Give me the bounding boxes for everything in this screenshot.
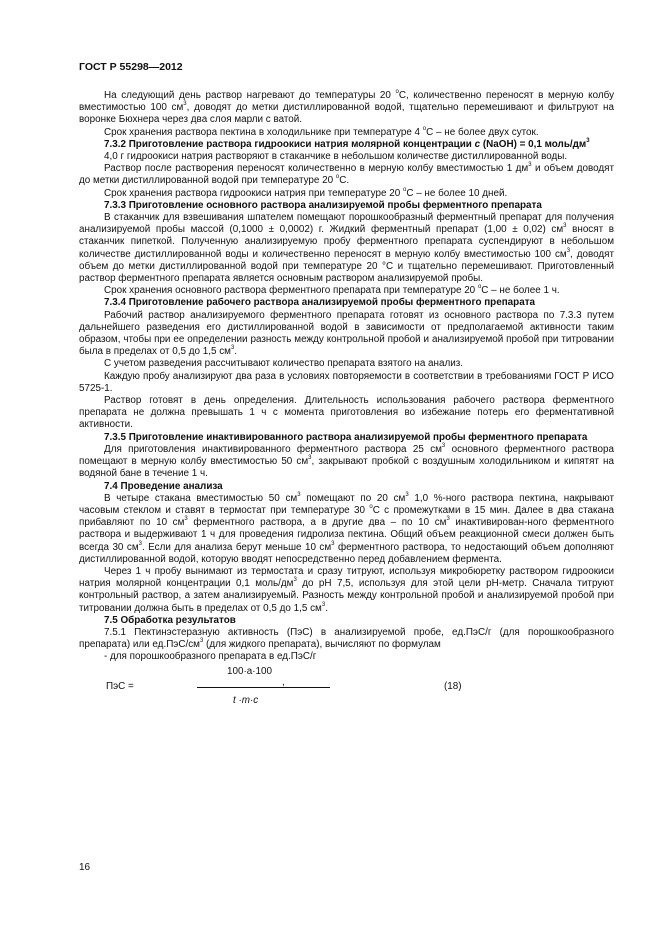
- section-heading-7-3-3: 7.3.3 Приготовление основного раствора анализируемой пробы ферментного препарата: [104, 199, 542, 211]
- paragraph: Каждую пробу анализируют два раза в условиях повторяемости в соответствии в требованиями ГОСТ Р ИСО 5725-1.: [79, 370, 614, 394]
- paragraph: 4,0 г гидроокиси натрия растворяют в стаканчике в небольшом количестве дистиллированной воды.: [104, 151, 568, 163]
- section-heading-7-5: 7.5 Обработка результатов: [104, 614, 236, 626]
- paragraph: В четыре стакана вместимостью 50 $см^3$ помещают по 20 $см^3$ 1,0 %-ного раствора пектина, накрывают часовым стеклом и ставят в термостат при температуре 30 $^о$С с промежутками в 15 мин. Далее в два стакана прибавляют по 10 $см^3$ ферментного раствора, а в другие два – по 10 $см^3$ инактивирован-ного ферментного раствора и выдерживают 1 ч для проведения гидролиза пектина. Общий объем реакционной смеси должен быть всегда 30 $см^3$. Если для анализа берут меньше 10 $см^3$ ферментного раствора, то недостающий объем дополняют дистиллированной водой, которую вводят непосредственно перед добавлением фермента.: [79, 491, 615, 565]
- paragraph: Срок хранения основного раствора ферментного препарата при температуре 20 $^о$С – не более 1 ч.: [104, 284, 560, 297]
- formula-numerator: 100·a·100: [227, 665, 273, 677]
- formula-18: [79, 665, 614, 709]
- formula-lhs: ПэС =: [106, 680, 134, 692]
- section-heading-7-3-4: 7.3.4 Приготовление рабочего раствора анализируемой пробы ферментного препарата: [104, 297, 536, 309]
- paragraph: Раствор после растворения переносят количественно в мерную колбу вместимостью 1 $дм^3$ и объем доводят до метки дистиллированной водой при температуре 20 $^о$С.: [79, 162, 614, 187]
- page-number: 16: [79, 862, 91, 873]
- paragraph: Через 1 ч пробу вынимают из термостата и сразу титруют, используя микробюретку раствором гидроокиси натрия молярной концентрации 0,1 моль/$дм^3$ до рН 7,5, используя для этой цели рН-метр. Сначала титруют контрольный раствор, а затем анализируемый. Разность между контрольной пробой и анализируемой пробой при титровании должна быть в пределах от 0,5 до 1,5 $см^3$.: [79, 565, 614, 614]
- paragraph: С учетом разведения рассчитывают количество препарата взятого на анализ.: [104, 358, 464, 370]
- paragraph: Раствор готовят в день определения. Длительность использования рабочего раствора ферментного препарата не должна превышать 1 ч с момента приготовления во избежание потерь его ферментативной активности.: [79, 395, 614, 431]
- fraction-bar: [197, 687, 330, 688]
- document-body: [79, 90, 614, 709]
- paragraph: 7.5.1 Пектинэстеразную активность (ПэС) в анализируемой пробе, ед.ПэС/г (для порошкообразного препарата) или $ед.ПэС/см^3$ (для жидкого препарата), вычисляют по формулам: [79, 626, 614, 651]
- paragraph: На следующий день раствор нагревают до температуры 20 $^о$С, количественно переносят в мерную колбу вместимостью 100 $см^3$, доводят до метки дистиллированной водой, тщательно перемешивают и фильтруют на воронке Бюхнера через два слоя марли с ватой.: [79, 89, 615, 126]
- formula-denominator: t ·m·c: [233, 694, 259, 706]
- section-heading-7-3-2: 7.3.2 Приготовление раствора гидроокиси натрия молярной концентрации с (NaOH) = 0,1 моль/$дм^3$: [104, 137, 590, 150]
- section-heading-7-3-5: 7.3.5 Приготовление инактивированного раствора анализируемой пробы ферментного препарата: [104, 431, 588, 443]
- formula-comma: ,: [282, 676, 285, 688]
- section-heading-7-4: 7.4 Проведение анализа: [104, 480, 223, 492]
- paragraph: Срок хранения раствора гидроокиси натрия при температуре 20 $^о$С – не более 10 дней.: [104, 186, 508, 199]
- paragraph: В стаканчик для взвешивания шпателем помещают порошкообразный ферментный препарат для получения анализируемой пробы массой (0,1000 ± 0,0002) г. Жидкий ферментный препарат (1,00 ± 0,02) $см^3$ вносят в стаканчик пипеткой. Полученную анализируемую пробу ферментного препарата суспендируют в небольшом количестве дистиллированной воды и количественно переносят в мерную колбу вместимостью 100 $см^3$, доводят объем до метки дистиллированной водой при температуре 20 °С и тщательно перемешивают. Приготовленный раствор ферментного препарата является основным раствором анализируемой пробы.: [79, 212, 614, 285]
- formula-number: (18): [444, 680, 462, 692]
- paragraph: - для порошкообразного препарата в ед.ПэС/г: [104, 651, 317, 663]
- paragraph: Рабочий раствор анализируемого ферментного препарата готовят из основного раствора по 7.3.3 путем дальнейшего разведения его дистиллированной водой в зависимости от предполагаемой активности таким образом, чтобы при ее определении разность между контрольной пробой и анализируемой пробой при титровании была в пределах от 0,5 до 1,5 $см^3$.: [79, 309, 614, 358]
- paragraph: Срок хранения раствора пектина в холодильнике при температуре 4 $^о$С – не более двух суток.: [104, 125, 539, 138]
- paragraph: Для приготовления инактивированного ферментного раствора 25 $см^3$ основного ферментного раствора помещают в мерную колбу вместимостью 50 $см^3$, закрывают пробкой с воздушным холодильником и кипятят на водяной бане в течение 1 ч.: [79, 442, 614, 480]
- document-header: ГОСТ Р 55298—2012: [79, 61, 183, 73]
